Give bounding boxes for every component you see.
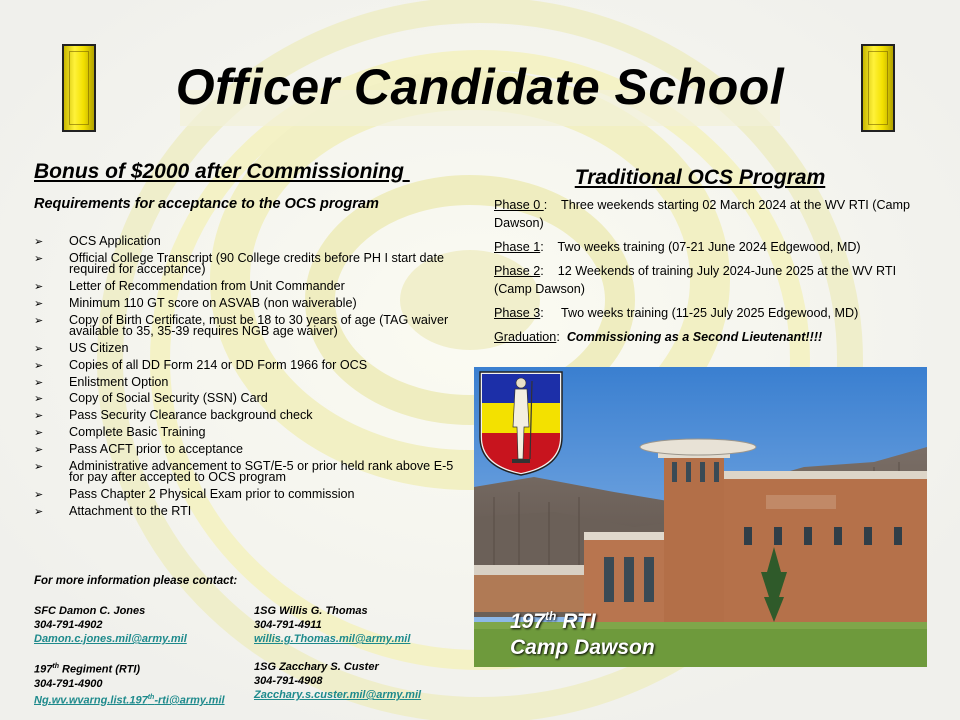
list-item: ➢ Complete Basic Training	[34, 425, 206, 439]
phase-item: Phase 3: Two weeks training (11-25 July 2025 Edgewood, MD)	[494, 306, 859, 320]
list-item: ➢ Pass Chapter 2 Physical Exam prior to commission	[34, 486, 355, 501]
list-item: ➢ Letter of Recommendation from Unit Commander	[34, 279, 345, 294]
arrow-bullet-icon: ➢	[34, 487, 44, 501]
camp-dawson-photo	[474, 367, 927, 667]
arrow-bullet-icon: ➢	[34, 296, 44, 310]
contact-email-link[interactable]: Zacchary.s.custer.mil@army.mil	[254, 689, 422, 701]
contact-email-link[interactable]: Ng.wv.wvarng.list.197th-rti@army.mil	[34, 693, 225, 707]
list-item: ➢ Enlistment Option	[34, 374, 169, 389]
list-item: ➢ Copies of all DD Form 214 or DD Form 1966 for OCS	[34, 357, 368, 372]
arrow-bullet-icon: ➢	[34, 280, 44, 294]
list-item: ➢ Pass ACFT prior to acceptance	[34, 441, 244, 456]
arrow-bullet-icon: ➢	[34, 426, 44, 439]
contact-email-link[interactable]: willis.g.Thomas.mil@army.mil	[254, 633, 411, 645]
phase-item: Phase 2: 12 Weekends of training July 2024-June 2025 at the WV RTI (Camp Dawson)	[494, 264, 897, 296]
bonus-heading: Bonus of $2000 after Commissioning	[34, 160, 410, 183]
contact-regiment	[34, 660, 225, 707]
page-title: Officer Candidate School	[175, 59, 785, 115]
contact-phone: 304-791-4902	[34, 619, 103, 631]
contact-name: SFC Damon C. Jones	[34, 605, 146, 617]
arrow-bullet-icon: ➢	[34, 504, 44, 518]
contact-jones	[34, 604, 187, 646]
list-item: ➢ Copy of Birth Certificate, must be 18 to 30 years of age (TAG waiver available to 35, 35-39 requires NGB age waiver)	[34, 312, 449, 339]
arrow-bullet-icon: ➢	[34, 235, 44, 248]
list-item: ➢ Official College Transcript (90 College credits before PH I start date required for acceptance)	[34, 250, 444, 277]
contact-custer	[254, 660, 421, 702]
contact-phone: 304-791-4911	[254, 619, 322, 631]
contact-thomas	[254, 604, 410, 646]
requirements-list	[34, 236, 454, 517]
arrow-bullet-icon: ➢	[34, 409, 44, 423]
list-item: ➢ Attachment to the RTI	[34, 503, 192, 518]
traditional-program-section	[494, 166, 914, 346]
list-item: ➢ Pass Security Clearance background check	[34, 408, 313, 423]
graduation-item: Graduation: Commissioning as a Second Lieutenant!!!!	[494, 330, 823, 344]
list-item: ➢ US Citizen	[34, 341, 129, 356]
contact-heading: For more information please contact:	[34, 575, 238, 587]
photo-caption: 197th RTI Camp Dawson	[510, 609, 655, 659]
contact-name: 1SG Zacchary S. Custer	[254, 661, 379, 673]
arrow-bullet-icon: ➢	[34, 342, 44, 356]
arrow-bullet-icon: ➢	[34, 459, 44, 473]
list-item: ➢ Copy of Social Security (SSN) Card	[34, 391, 268, 406]
phase-item: Phase 1: Two weeks training (07-21 June 2024 Edgewood, MD)	[494, 240, 861, 254]
contact-name: 1SG Willis G. Thomas	[254, 605, 368, 617]
list-item: ➢ Minimum 110 GT score on ASVAB (non waiverable)	[34, 295, 357, 310]
contact-name: 197th Regiment (RTI)	[34, 663, 141, 676]
traditional-program-heading: Traditional OCS Program	[574, 166, 826, 189]
contact-email-link[interactable]: Damon.c.jones.mil@army.mil	[34, 633, 187, 645]
requirements-heading: Requirements for acceptance to the OCS program	[34, 196, 379, 212]
contact-phone: 304-791-4900	[34, 677, 103, 690]
arrow-bullet-icon: ➢	[34, 358, 44, 372]
contact-phone: 304-791-4908	[254, 675, 323, 687]
phase-item: Phase 0 : Three weekends starting 02 March 2024 at the WV RTI (Camp Dawson)	[494, 198, 911, 230]
arrow-bullet-icon: ➢	[34, 392, 44, 406]
regiment-crest-icon	[480, 372, 562, 475]
list-item: ➢ Administrative advancement to SGT/E-5 or prior held rank above E-5 for pay after accepted to OCS program	[34, 458, 454, 485]
arrow-bullet-icon: ➢	[34, 442, 44, 456]
arrow-bullet-icon: ➢	[34, 375, 44, 389]
arrow-bullet-icon: ➢	[34, 313, 44, 327]
requirements-section	[34, 160, 454, 523]
list-item: ➢ OCS Application	[34, 234, 161, 248]
arrow-bullet-icon: ➢	[34, 251, 44, 265]
